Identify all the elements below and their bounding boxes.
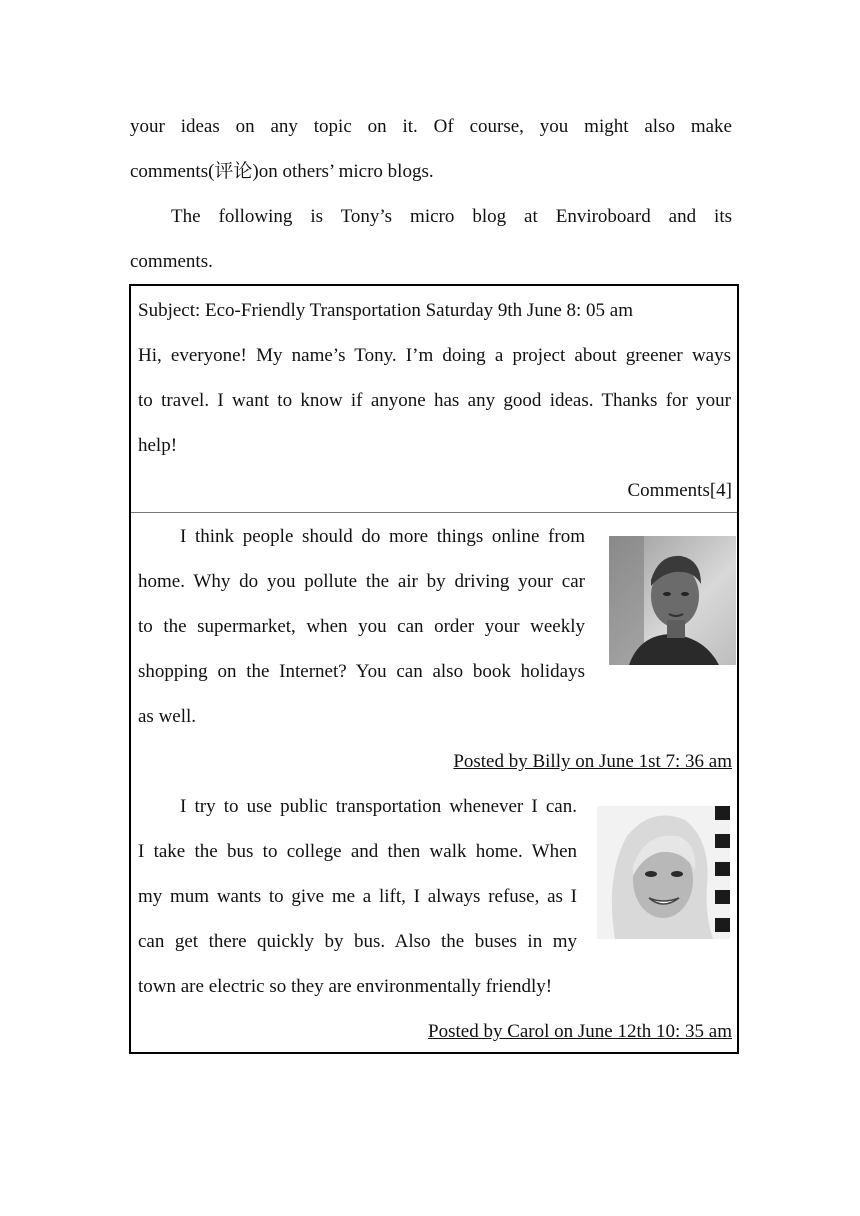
post-body-line: to travel. I want to know if anyone has any good ideas. Thanks for your xyxy=(138,390,731,411)
comment-line: as well. xyxy=(138,706,197,727)
post-subject: Subject: Eco-Friendly Transportation Saturday 9th June 8: 05 am xyxy=(138,300,634,321)
comment-line: can get there quickly by bus. Also the buses in my xyxy=(138,931,577,952)
comment-line: I think people should do more things online from xyxy=(180,526,585,547)
post-divider xyxy=(131,512,737,513)
micro-blog-box xyxy=(129,284,739,1054)
post-body-line: help! xyxy=(138,435,178,456)
comment-line: town are electric so they are environmentally friendly! xyxy=(138,976,553,997)
comment-line: home. Why do you pollute the air by driving your car xyxy=(138,571,585,592)
intro-line: comments. xyxy=(130,251,213,272)
comment-line: I try to use public transportation whenever I can. xyxy=(180,796,577,817)
comments-count-link[interactable]: Comments[4] xyxy=(627,480,732,501)
posted-by-billy[interactable]: Posted by Billy on June 1st 7: 36 am xyxy=(453,751,732,772)
billy-photo xyxy=(609,536,736,665)
intro-line: comments(评论)on others’ micro blogs. xyxy=(130,161,434,182)
intro-line: The following is Tony’s micro blog at Enviroboard and its xyxy=(171,206,732,227)
carol-photo xyxy=(597,806,730,939)
posted-by-carol[interactable]: Posted by Carol on June 12th 10: 35 am xyxy=(428,1021,732,1042)
comment-line: I take the bus to college and then walk home. When xyxy=(138,841,577,862)
comment-line: shopping on the Internet? You can also book holidays xyxy=(138,661,585,682)
post-body-line: Hi, everyone! My name’s Tony. I’m doing a project about greener ways xyxy=(138,345,731,366)
comment-line: to the supermarket, when you can order your weekly xyxy=(138,616,585,637)
intro-line: your ideas on any topic on it. Of course, you might also make xyxy=(130,116,732,137)
comment-line: my mum wants to give me a lift, I always refuse, as I xyxy=(138,886,577,907)
